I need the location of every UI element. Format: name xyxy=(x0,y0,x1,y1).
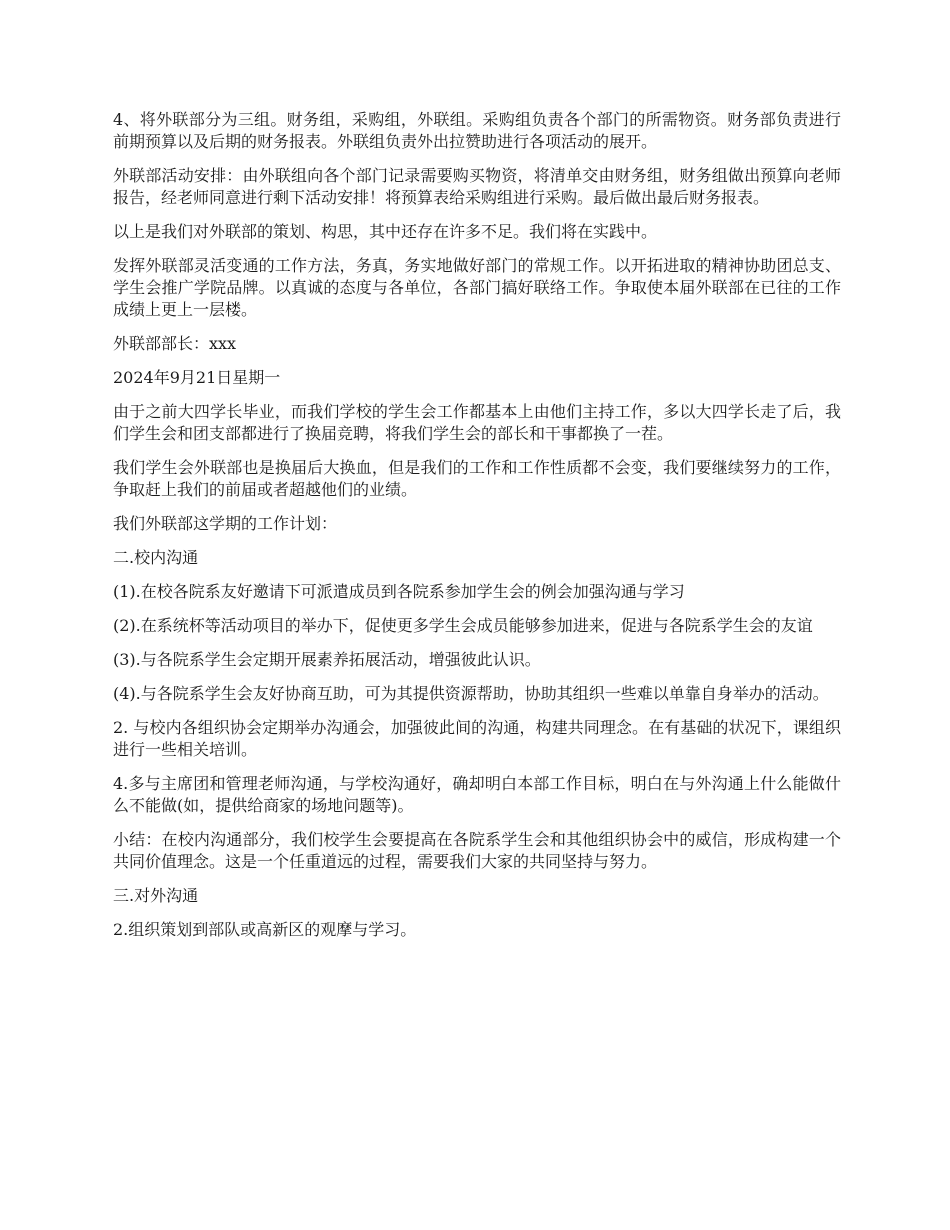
paragraph-point-2: 2. 与校内各组织协会定期举办沟通会，加强彼此间的沟通，构建共同理念。在有基础的状况下，课组织进行一些相关培训。 xyxy=(113,718,841,759)
paragraph-renewal: 我们学生会外联部也是换届后大换血，但是我们的工作和工作性质都不会变，我们要继续努力的工作，争取赶上我们的前届或者超越他们的业绩。 xyxy=(113,458,841,499)
paragraph-campus-summary: 小结：在校内沟通部分，我们校学生会要提高在各院系学生会和其他组织协会中的威信，形成构建一个共同价值理念。这是一个任重道远的过程，需要我们大家的共同坚持与努力。 xyxy=(113,830,841,871)
section-heading-campus-communication: 二.校内沟通 xyxy=(113,548,199,567)
section-heading-external-communication: 三.对外沟通 xyxy=(113,886,199,905)
paragraph-external-point-2: 2.组织策划到部队或高新区的观摩与学习。 xyxy=(113,920,417,939)
paragraph-outreach-groups: 4、将外联部分为三组。财务组，采购组，外联组。采购组负责各个部门的所需物资。财务部负责进行前期预算以及后期的财务报表。外联组负责外出拉赞助进行各项活动的展开。 xyxy=(113,110,841,151)
paragraph-date: 2024年9月21日星期一 xyxy=(113,368,281,387)
list-item-1: (1).在校各院系友好邀请下可派遣成员到各院系参加学生会的例会加强沟通与学习 xyxy=(113,582,685,601)
document-page xyxy=(113,109,841,953)
paragraph-background: 由于之前大四学长毕业，而我们学校的学生会工作都基本上由他们主持工作，多以大四学长走了后，我们学生会和团支部都进行了换届竞聘，将我们学生会的部长和干事都换了一茬。 xyxy=(113,402,841,443)
list-item-2: (2).在系统杯等活动项目的举办下，促使更多学生会成员能够参加进来，促进与各院系学生会的友谊 xyxy=(113,616,813,635)
list-item-4: (4).与各院系学生会友好协商互助，可为其提供资源帮助，协助其组织一些难以单靠自身举办的活动。 xyxy=(113,684,829,703)
paragraph-signature-minister: 外联部部长：xxx xyxy=(113,334,237,353)
paragraph-point-4: 4.多与主席团和管理老师沟通，与学校沟通好，确却明白本部工作目标，明白在与外沟通上什么能做什么不能做(如，提供给商家的场地问题等)。 xyxy=(113,774,841,815)
paragraph-summary-shortcomings: 以上是我们对外联部的策划、构思，其中还存在许多不足。我们将在实践中。 xyxy=(113,222,658,241)
paragraph-work-methods: 发挥外联部灵活变通的工作方法，务真，务实地做好部门的常规工作。以开拓进取的精神协助团总支、学生会推广学院品牌。以真诚的态度与各单位，各部门搞好联络工作。争取使本届外联部在已往的工作成绩上更上一层楼。 xyxy=(113,256,841,319)
paragraph-plan-intro: 我们外联部这学期的工作计划： xyxy=(113,514,338,533)
paragraph-activity-arrangement: 外联部活动安排：由外联组向各个部门记录需要购买物资，将清单交由财务组，财务组做出预算向老师报告，经老师同意进行剩下活动安排！将预算表给采购组进行采购。最后做出最后财务报表。 xyxy=(113,166,841,207)
list-item-3: (3).与各院系学生会定期开展素养拓展活动，增强彼此认识。 xyxy=(113,650,541,669)
